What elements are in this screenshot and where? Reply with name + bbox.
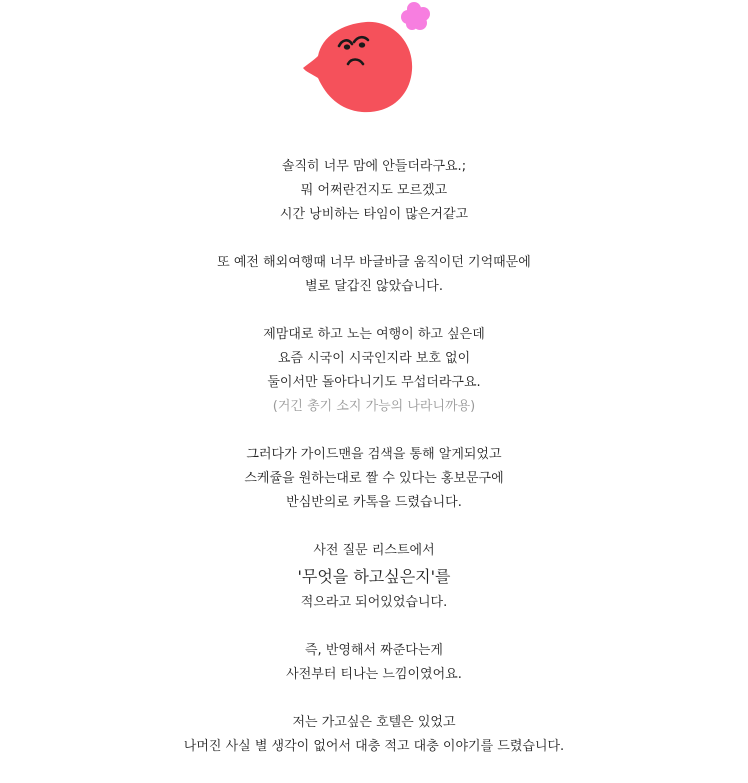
text-line: 별로 달갑진 않았습니다. [305, 279, 443, 294]
text-line: 또 예전 해외여행때 너무 바글바글 움직이던 기억때문에 [217, 255, 531, 270]
text-line: 둘이서만 돌아다니기도 무섭더라구요. [267, 375, 481, 390]
text-paragraph [0, 711, 748, 759]
text-line: 요즘 시국이 시국인지라 보호 없이 [277, 351, 471, 366]
angry-blob-sticker-icon [296, 0, 446, 120]
text-paragraph [0, 639, 748, 687]
text-line: 저는 가고싶은 호텔은 있었고 [292, 715, 456, 730]
text-line: 적으라고 되어있었습니다. [300, 595, 448, 610]
blob-body-icon [303, 22, 412, 112]
text-line: 반심반의로 카톡을 드렸습니다. [286, 495, 462, 510]
muted-text-line: (거긴 총기 소지 가능의 나라니까용) [272, 399, 476, 414]
text-line: 제맘대로 하고 노는 여행이 하고 싶은데 [263, 327, 485, 342]
text-paragraph [0, 539, 748, 615]
text-line: 나머진 사실 별 생각이 없어서 대충 적고 대충 이야기를 드렸습니다. [183, 739, 565, 754]
angry-blob-sticker-icon-graphic [296, 0, 446, 120]
left-eye-icon [344, 44, 350, 49]
text-line: 솔직히 너무 맘에 안들더라구요.; [281, 159, 467, 174]
text-paragraph [0, 251, 748, 299]
right-eye-icon [359, 42, 365, 47]
text-line: 사전부터 티나는 느낌이였어요. [286, 667, 462, 682]
text-paragraph [0, 323, 748, 419]
text-line: 스케쥴을 원하는대로 짤 수 있다는 홍보문구에 [244, 471, 504, 486]
text-line: 시간 낭비하는 타임이 많은거같고 [279, 207, 469, 222]
review-text-body [0, 155, 748, 783]
emphasis-text-line: '무엇을 하고싶은지'를 [297, 567, 451, 586]
text-line: 즉, 반영해서 짜준다는게 [305, 643, 443, 658]
text-line: 사전 질문 리스트에서 [313, 543, 435, 558]
text-paragraph [0, 443, 748, 515]
text-paragraph [0, 155, 748, 227]
text-line: 그러다가 가이드맨을 검색을 통해 알게되었고 [246, 447, 502, 462]
anger-burst-icon [401, 2, 430, 30]
text-line: 뭐 어쩌란건지도 모르겠고 [300, 183, 448, 198]
